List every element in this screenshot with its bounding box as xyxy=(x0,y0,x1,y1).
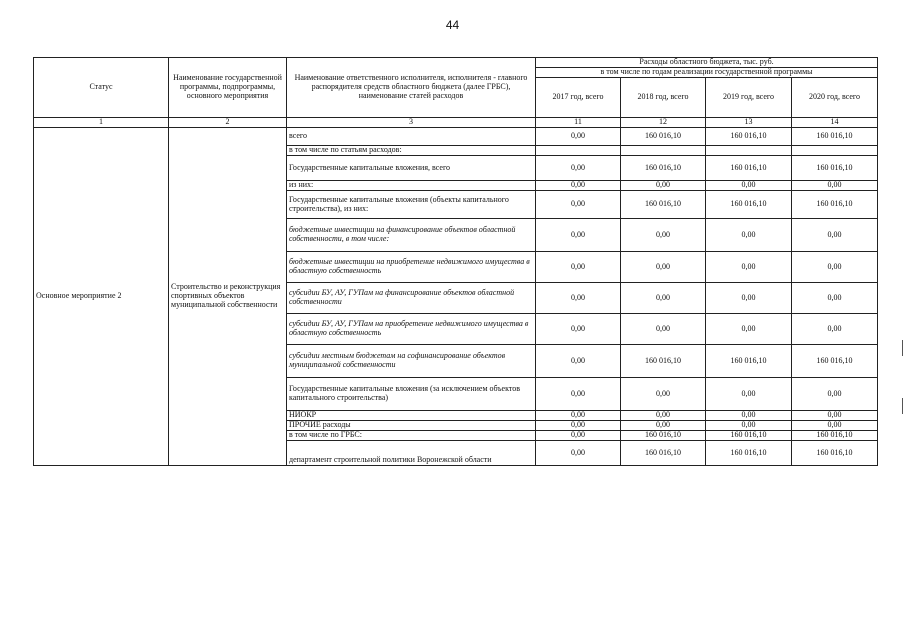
cell-value: 160 016,10 xyxy=(706,431,792,441)
scan-edge-mark xyxy=(902,398,903,414)
cell-value: 160 016,10 xyxy=(621,431,706,441)
cell-value: 160 016,10 xyxy=(621,156,706,181)
col-number: 14 xyxy=(792,118,878,128)
row-label: Государственные капитальные вложения (объекты капитального строительства), из них: xyxy=(287,191,536,219)
col-number: 2 xyxy=(169,118,287,128)
scan-edge-mark xyxy=(902,340,903,356)
cell-value: 0,00 xyxy=(536,181,621,191)
cell-value: 0,00 xyxy=(792,411,878,421)
col-number: 3 xyxy=(287,118,536,128)
row-label: НИОКР xyxy=(287,411,536,421)
cell-value: 160 016,10 xyxy=(621,441,706,466)
page-number: 44 xyxy=(445,18,460,32)
header-year-2018: 2018 год, всего xyxy=(621,78,706,118)
budget-table xyxy=(33,57,878,466)
cell-value: 0,00 xyxy=(536,421,621,431)
row-label: Государственные капитальные вложения (за исключением объектов капитального строительства) xyxy=(287,378,536,411)
row-label: в том числе по ГРБС: xyxy=(287,431,536,441)
cell-value: 0,00 xyxy=(536,314,621,345)
cell-value xyxy=(706,146,792,156)
cell-value: 0,00 xyxy=(706,411,792,421)
status-cell: Основное мероприятие 2 xyxy=(34,128,169,466)
row-label: всего xyxy=(287,128,536,146)
header-status: Статус xyxy=(34,58,169,118)
cell-value: 0,00 xyxy=(792,181,878,191)
cell-value: 0,00 xyxy=(706,421,792,431)
row-label: субсидии БУ, АУ, ГУПам на приобретение недвижимого имущества в областную собственность xyxy=(287,314,536,345)
col-number: 12 xyxy=(621,118,706,128)
cell-value: 0,00 xyxy=(536,441,621,466)
col-number: 1 xyxy=(34,118,169,128)
cell-value: 160 016,10 xyxy=(621,128,706,146)
cell-value: 0,00 xyxy=(706,219,792,252)
cell-value: 0,00 xyxy=(621,421,706,431)
row-label: в том числе по статьям расходов: xyxy=(287,146,536,156)
cell-value: 160 016,10 xyxy=(621,191,706,219)
cell-value: 160 016,10 xyxy=(621,345,706,378)
row-label: бюджетные инвестиции на приобретение недвижимого имущества в областную собственность xyxy=(287,252,536,283)
cell-value: 0,00 xyxy=(792,314,878,345)
cell-value: 0,00 xyxy=(536,128,621,146)
col-number: 13 xyxy=(706,118,792,128)
cell-value: 0,00 xyxy=(621,181,706,191)
cell-value: 0,00 xyxy=(621,411,706,421)
cell-value: 160 016,10 xyxy=(792,345,878,378)
header-program-name: Наименование государственной программы, подпрограммы, основного мероприятия xyxy=(169,58,287,118)
row-label: ПРОЧИЕ расходы xyxy=(287,421,536,431)
cell-value: 0,00 xyxy=(621,283,706,314)
cell-value: 0,00 xyxy=(536,345,621,378)
header-executor: Наименование ответственного исполнителя, исполнителя - главного распорядителя средств областного бюджета (далее ГРБС), наименование статей расходов xyxy=(287,58,536,118)
cell-value: 0,00 xyxy=(536,191,621,219)
cell-value: 0,00 xyxy=(792,252,878,283)
cell-value: 0,00 xyxy=(706,378,792,411)
header-year-2019: 2019 год, всего xyxy=(706,78,792,118)
header-year-2017: 2017 год, всего xyxy=(536,78,621,118)
row-label: бюджетные инвестиции на финансирование объектов областной собственности, в том числе: xyxy=(287,219,536,252)
cell-value: 0,00 xyxy=(792,219,878,252)
cell-value: 0,00 xyxy=(536,252,621,283)
cell-value: 0,00 xyxy=(792,283,878,314)
table-row xyxy=(34,128,878,146)
row-label: департамент строительной политики Воронежской области xyxy=(287,441,536,466)
row-label: Государственные капитальные вложения, всего xyxy=(287,156,536,181)
cell-value: 160 016,10 xyxy=(792,191,878,219)
cell-value: 0,00 xyxy=(621,314,706,345)
cell-value xyxy=(792,146,878,156)
cell-value: 0,00 xyxy=(621,378,706,411)
cell-value: 160 016,10 xyxy=(792,156,878,181)
cell-value: 0,00 xyxy=(536,411,621,421)
header-budget-group: Расходы областного бюджета, тыс. руб. xyxy=(536,58,878,68)
cell-value: 0,00 xyxy=(706,252,792,283)
header-years-group: в том числе по годам реализации государственной программы xyxy=(536,68,878,78)
cell-value: 0,00 xyxy=(706,181,792,191)
cell-value: 0,00 xyxy=(536,219,621,252)
cell-value: 0,00 xyxy=(536,156,621,181)
program-cell: Строительство и реконструкция спортивных объектов муниципальной собственности xyxy=(169,128,287,466)
cell-value xyxy=(536,146,621,156)
header-year-2020: 2020 год, всего xyxy=(792,78,878,118)
cell-value: 160 016,10 xyxy=(706,191,792,219)
cell-value: 160 016,10 xyxy=(792,431,878,441)
cell-value: 0,00 xyxy=(706,283,792,314)
cell-value: 0,00 xyxy=(621,252,706,283)
cell-value: 0,00 xyxy=(792,378,878,411)
cell-value: 0,00 xyxy=(792,421,878,431)
cell-value: 0,00 xyxy=(536,283,621,314)
cell-value: 160 016,10 xyxy=(792,128,878,146)
row-label: из них: xyxy=(287,181,536,191)
cell-value xyxy=(621,146,706,156)
cell-value: 0,00 xyxy=(536,431,621,441)
cell-value: 0,00 xyxy=(706,314,792,345)
cell-value: 160 016,10 xyxy=(706,156,792,181)
cell-value: 160 016,10 xyxy=(706,128,792,146)
cell-value: 160 016,10 xyxy=(792,441,878,466)
cell-value: 0,00 xyxy=(536,378,621,411)
cell-value: 0,00 xyxy=(621,219,706,252)
cell-value: 160 016,10 xyxy=(706,345,792,378)
col-number: 11 xyxy=(536,118,621,128)
row-label: субсидии местным бюджетам на софинансирование объектов муниципальной собственности xyxy=(287,345,536,378)
row-label: субсидии БУ, АУ, ГУПам на финансирование объектов областной собственности xyxy=(287,283,536,314)
cell-value: 160 016,10 xyxy=(706,441,792,466)
